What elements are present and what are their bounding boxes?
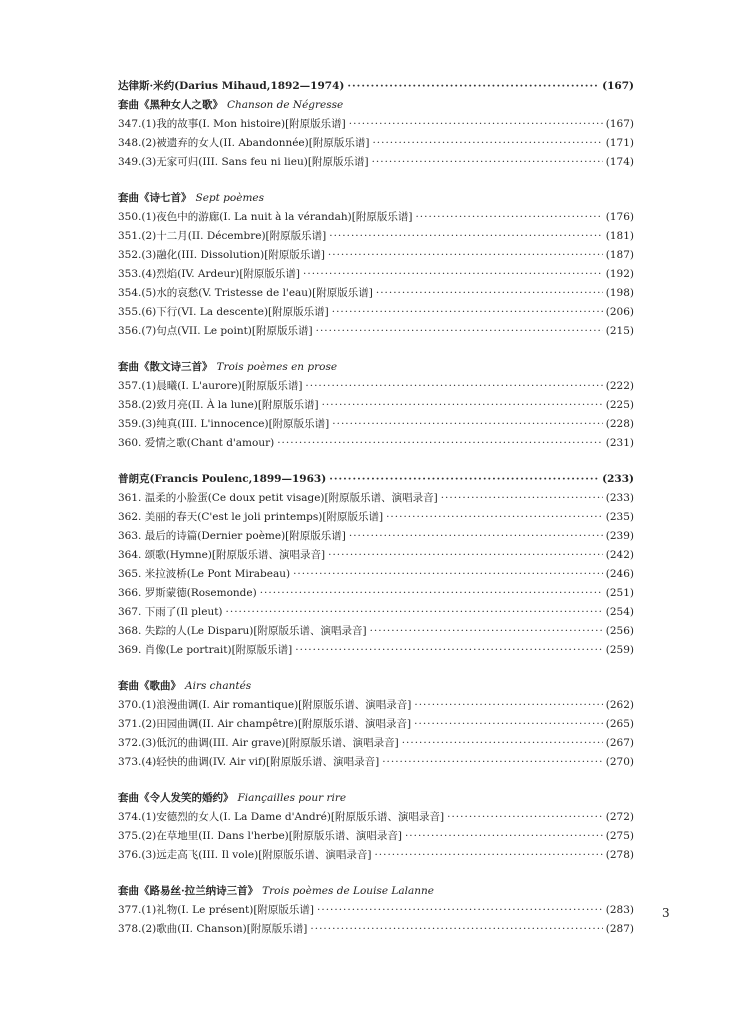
entry-title: 367. 下雨了(Il pleut) [118, 606, 223, 618]
toc-entry [118, 323, 634, 342]
toc-entry [118, 154, 634, 173]
leader-dots [441, 492, 603, 504]
page-ref: (254) [605, 606, 634, 618]
page-ref: (167) [602, 80, 634, 92]
page-ref: (171) [605, 137, 634, 149]
entry-title: 354.(5)水的哀愁(V. Tristesse de l'eau)[附原版乐谱] [118, 287, 373, 299]
leader-dots [349, 118, 603, 130]
toc-entry [118, 509, 634, 528]
entry-title: 358.(2)致月亮(II. À la lune)[附原版乐谱] [118, 399, 319, 411]
toc-page [118, 78, 634, 940]
leader-dots [328, 249, 603, 261]
composer-heading [118, 471, 634, 490]
leader-dots [414, 699, 602, 711]
suite-heading [118, 190, 634, 209]
composer-name: 普朗克(Francis Poulenc,1899—1963) [118, 473, 327, 485]
entry-title: 361. 温柔的小脸蛋(Ce doux petit visage)[附原版乐谱、演唱录音] [118, 492, 438, 504]
page-ref: (270) [605, 756, 634, 768]
entry-title: 353.(4)烈焰(IV. Ardeur)[附原版乐谱] [118, 268, 301, 280]
page-ref: (251) [605, 587, 634, 599]
suite-heading [118, 359, 634, 378]
toc-entry [118, 378, 634, 397]
toc-entry [118, 285, 634, 304]
page-ref: (215) [605, 325, 634, 337]
page-number: 3 [662, 906, 670, 920]
toc-entry [118, 547, 634, 566]
leader-dots [370, 625, 603, 637]
leader-dots [295, 644, 603, 656]
toc-entry [118, 642, 634, 661]
section-gap [118, 661, 634, 678]
leader-dots [322, 399, 603, 411]
toc-entry [118, 566, 634, 585]
entry-title: 368. 失踪的人(Le Disparu)[附原版乐谱、演唱录音] [118, 625, 367, 637]
page-ref: (225) [605, 399, 634, 411]
entry-title: 374.(1)安德烈的女人(I. La Dame d'André)[附原版乐谱、演唱录音] [118, 811, 445, 823]
entry-title: 351.(2)十二月(II. Décembre)[附原版乐谱] [118, 230, 327, 242]
toc-entry [118, 847, 634, 866]
leader-dots [329, 230, 603, 242]
page-ref: (265) [605, 718, 634, 730]
leader-dots [332, 306, 603, 318]
page-ref: (235) [605, 511, 634, 523]
leader-dots [310, 923, 602, 935]
toc-entry [118, 135, 634, 154]
leader-dots [349, 530, 603, 542]
toc-entry [118, 604, 634, 623]
composer-name: 达律斯·米约(Darius Mihaud,1892—1974) [118, 80, 345, 92]
page-ref: (231) [605, 437, 634, 449]
entry-title: 356.(7)句点(VII. Le point)[附原版乐谱] [118, 325, 313, 337]
toc-entry [118, 490, 634, 509]
leader-dots [317, 904, 603, 916]
leader-dots [277, 437, 603, 449]
page-ref: (192) [605, 268, 634, 280]
entry-title: 357.(1)晨曦(I. L'aurore)[附原版乐谱] [118, 380, 303, 392]
leader-dots [226, 606, 603, 618]
section-gap [118, 173, 634, 190]
section-gap [118, 342, 634, 359]
entry-title: 349.(3)无家可归(III. Sans feu ni lieu)[附原版乐谱] [118, 156, 369, 168]
page-ref: (167) [605, 118, 634, 130]
toc-entry [118, 735, 634, 754]
composer-heading [118, 78, 634, 97]
leader-dots [303, 268, 603, 280]
suite-title-cn: 套曲《黑种女人之歌》 [118, 99, 223, 111]
entry-title: 362. 美丽的春天(C'est le joli printemps)[附原版乐谱] [118, 511, 384, 523]
suite-title-cn: 套曲《散文诗三首》 [118, 361, 213, 373]
entry-title: 372.(3)低沉的曲调(III. Air grave)[附原版乐谱、演唱录音] [118, 737, 399, 749]
page-ref: (176) [605, 211, 634, 223]
leader-dots [382, 756, 603, 768]
suite-title-fr: Trois poèmes de Louise Lalanne [262, 885, 434, 897]
page-ref: (174) [605, 156, 634, 168]
suite-heading [118, 790, 634, 809]
suite-heading [118, 883, 634, 902]
suite-title-cn: 套曲《令人发笑的婚约》 [118, 792, 234, 804]
page-ref: (272) [605, 811, 634, 823]
page-ref: (246) [605, 568, 634, 580]
leader-dots [305, 380, 602, 392]
suite-heading [118, 97, 634, 116]
suite-title-fr: Fiançailles pour rire [237, 792, 347, 804]
toc-entry [118, 397, 634, 416]
leader-dots [374, 849, 602, 861]
suite-title-fr: Sept poèmes [195, 192, 265, 204]
entry-title: 370.(1)浪漫曲调(I. Air romantique)[附原版乐谱、演唱录音] [118, 699, 412, 711]
page-ref: (275) [605, 830, 634, 842]
page-ref: (222) [605, 380, 634, 392]
page-ref: (233) [602, 473, 634, 485]
toc-entry [118, 623, 634, 642]
leader-dots [414, 718, 603, 730]
suite-heading [118, 678, 634, 697]
entry-title: 371.(2)田园曲调(II. Air champêtre)[附原版乐谱、演唱录音] [118, 718, 412, 730]
page-ref: (187) [605, 249, 634, 261]
page-ref: (181) [605, 230, 634, 242]
page-ref: (228) [605, 418, 634, 430]
leader-dots [260, 587, 603, 599]
suite-title-fr: Chanson de Négresse [227, 99, 344, 111]
entry-title: 376.(3)远走高飞(III. Il vole)[附原版乐谱、演唱录音] [118, 849, 372, 861]
page-ref: (256) [605, 625, 634, 637]
toc-entry [118, 228, 634, 247]
suite-title-fr: Airs chantés [185, 680, 252, 692]
toc-entry [118, 902, 634, 921]
leader-dots [415, 211, 602, 223]
leader-dots [447, 811, 603, 823]
entry-title: 355.(6)下行(VI. La descente)[附原版乐谱] [118, 306, 329, 318]
leader-dots [316, 325, 603, 337]
entry-title: 364. 颂歌(Hymne)[附原版乐谱、演唱录音] [118, 549, 326, 561]
leader-dots [402, 737, 603, 749]
toc-entry [118, 754, 634, 773]
leader-dots [329, 473, 599, 485]
page-ref: (198) [605, 287, 634, 299]
leader-dots [293, 568, 603, 580]
page-ref: (259) [605, 644, 634, 656]
entry-title: 348.(2)被遗弃的女人(II. Abandonnée)[附原版乐谱] [118, 137, 370, 149]
leader-dots [372, 137, 602, 149]
page-ref: (262) [605, 699, 634, 711]
toc-entry [118, 585, 634, 604]
entry-title: 360. 爱情之歌(Chant d'amour) [118, 437, 275, 449]
page-ref: (206) [605, 306, 634, 318]
page-ref: (242) [605, 549, 634, 561]
toc-entry [118, 209, 634, 228]
section-gap [118, 454, 634, 471]
entry-title: 369. 肖像(Le portrait)[附原版乐谱] [118, 644, 293, 656]
page-ref: (267) [605, 737, 634, 749]
page-ref: (287) [605, 923, 634, 935]
toc-entry [118, 266, 634, 285]
toc-entry [118, 697, 634, 716]
toc-entry [118, 716, 634, 735]
toc-entry [118, 116, 634, 135]
suite-title-cn: 套曲《诗七首》 [118, 192, 192, 204]
page-ref: (283) [605, 904, 634, 916]
entry-title: 365. 米拉波桥(Le Pont Mirabeau) [118, 568, 291, 580]
page-ref: (239) [605, 530, 634, 542]
entry-title: 366. 罗斯蒙德(Rosemonde) [118, 587, 257, 599]
leader-dots [376, 287, 603, 299]
entry-title: 347.(1)我的故事(I. Mon histoire)[附原版乐谱] [118, 118, 346, 130]
suite-title-cn: 套曲《路易丝·拉兰纳诗三首》 [118, 885, 259, 897]
suite-title-cn: 套曲《歌曲》 [118, 680, 181, 692]
entry-title: 352.(3)融化(III. Dissolution)[附原版乐谱] [118, 249, 325, 261]
page-ref: (278) [605, 849, 634, 861]
entry-title: 373.(4)轻快的曲调(IV. Air vif)[附原版乐谱、演唱录音] [118, 756, 380, 768]
toc-entry [118, 247, 634, 266]
leader-dots [332, 418, 602, 430]
leader-dots [405, 830, 603, 842]
leader-dots [347, 80, 599, 92]
toc-entry [118, 435, 634, 454]
section-gap [118, 773, 634, 790]
entry-title: 363. 最后的诗篇(Dernier poème)[附原版乐谱] [118, 530, 346, 542]
entry-title: 378.(2)歌曲(II. Chanson)[附原版乐谱] [118, 923, 308, 935]
entry-title: 350.(1)夜色中的游廊(I. La nuit à la vérandah)[附原版乐谱] [118, 211, 413, 223]
toc-entry [118, 304, 634, 323]
leader-dots [386, 511, 603, 523]
entry-title: 375.(2)在草地里(II. Dans l'herbe)[附原版乐谱、演唱录音] [118, 830, 402, 842]
toc-entry [118, 828, 634, 847]
leader-dots [372, 156, 603, 168]
entry-title: 359.(3)纯真(III. L'innocence)[附原版乐谱] [118, 418, 330, 430]
leader-dots [328, 549, 603, 561]
entry-title: 377.(1)礼物(I. Le présent)[附原版乐谱] [118, 904, 315, 916]
toc-entry [118, 416, 634, 435]
suite-title-fr: Trois poèmes en prose [216, 361, 338, 373]
toc-entry [118, 921, 634, 940]
page-ref: (233) [605, 492, 634, 504]
toc-entry [118, 528, 634, 547]
toc-entry [118, 809, 634, 828]
section-gap [118, 866, 634, 883]
